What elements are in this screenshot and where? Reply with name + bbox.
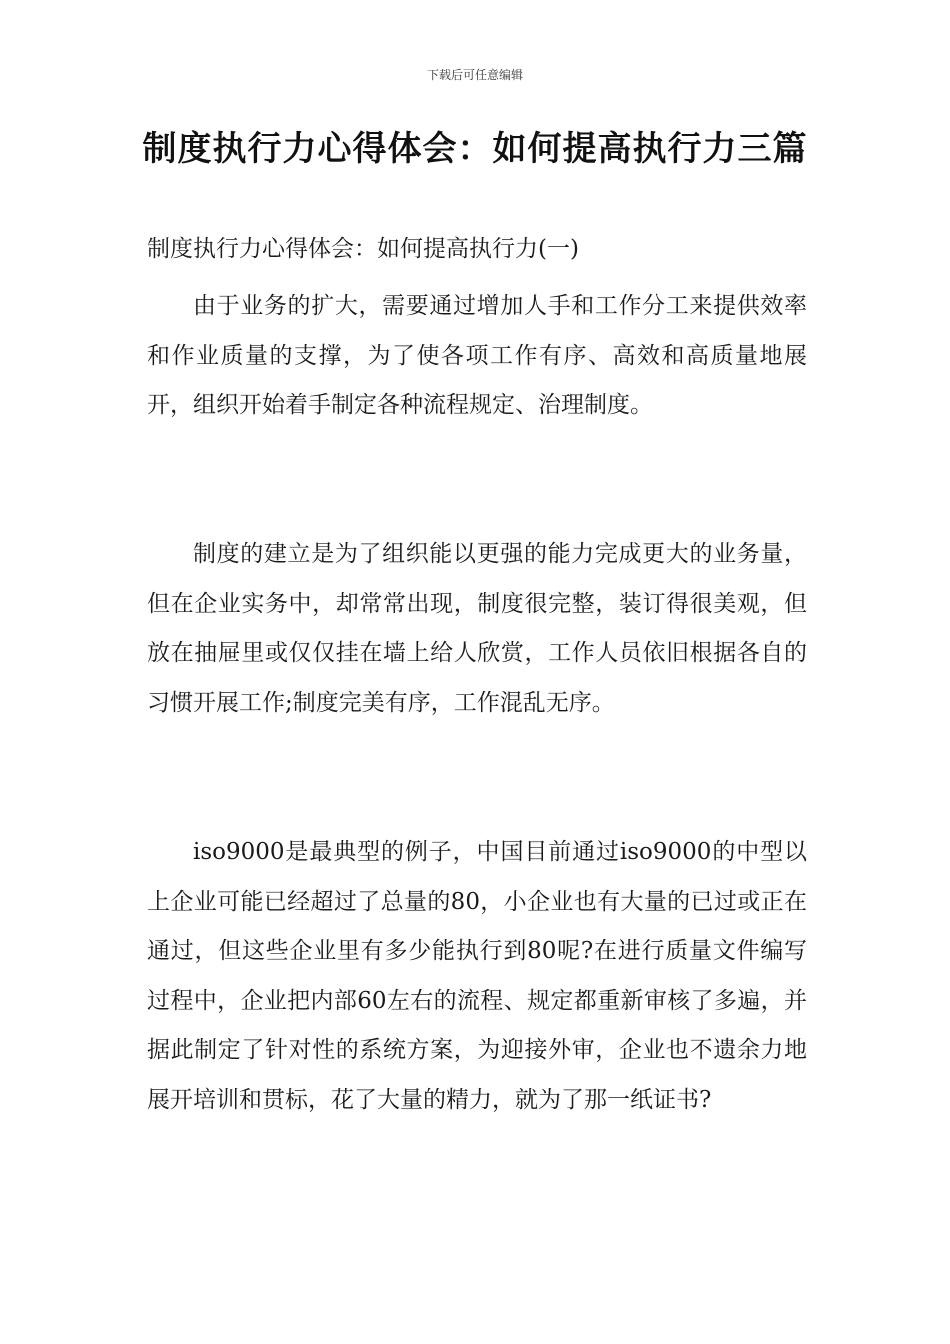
paragraph-1: 由于业务的扩大，需要通过增加人手和工作分工来提供效率和作业质量的支撑，为了使各项工作有序、高效和高质量地展开，组织开始着手制定各种流程规定、治理制度。 [147, 293, 807, 418]
document-title: 制度执行力心得体会：如何提高执行力三篇 [142, 129, 808, 169]
paragraph-2: 制度的建立是为了组织能以更强的能力完成更大的业务量，但在企业实务中，却常常出现，制度很完整，装订得很美观，但放在抽屉里或仅仅挂在墙上给人欣赏，工作人员依旧根据各自的习惯开展工作;制度完美有序，工作混乱无序。 [147, 541, 807, 716]
section-subtitle: 制度执行力心得体会：如何提高执行力(一) [147, 236, 579, 262]
header-note: 下载后可任意编辑 [426, 68, 523, 82]
paragraph-3: iso9000是最典型的例子，中国目前通过iso9000的中型以上企业可能已经超过了总量的80，小企业也有大量的已过或正在通过，但这些企业里有多少能执行到80呢?在进行质量文件编写过程中，企业把内部60左右的流程、规定都重新审核了多遍，并据此制定了针对性的系统方案，为迎接外审，企业也不遗余力地展开培训和贯标，花了大量的精力，就为了那一纸证书? [147, 839, 807, 1113]
